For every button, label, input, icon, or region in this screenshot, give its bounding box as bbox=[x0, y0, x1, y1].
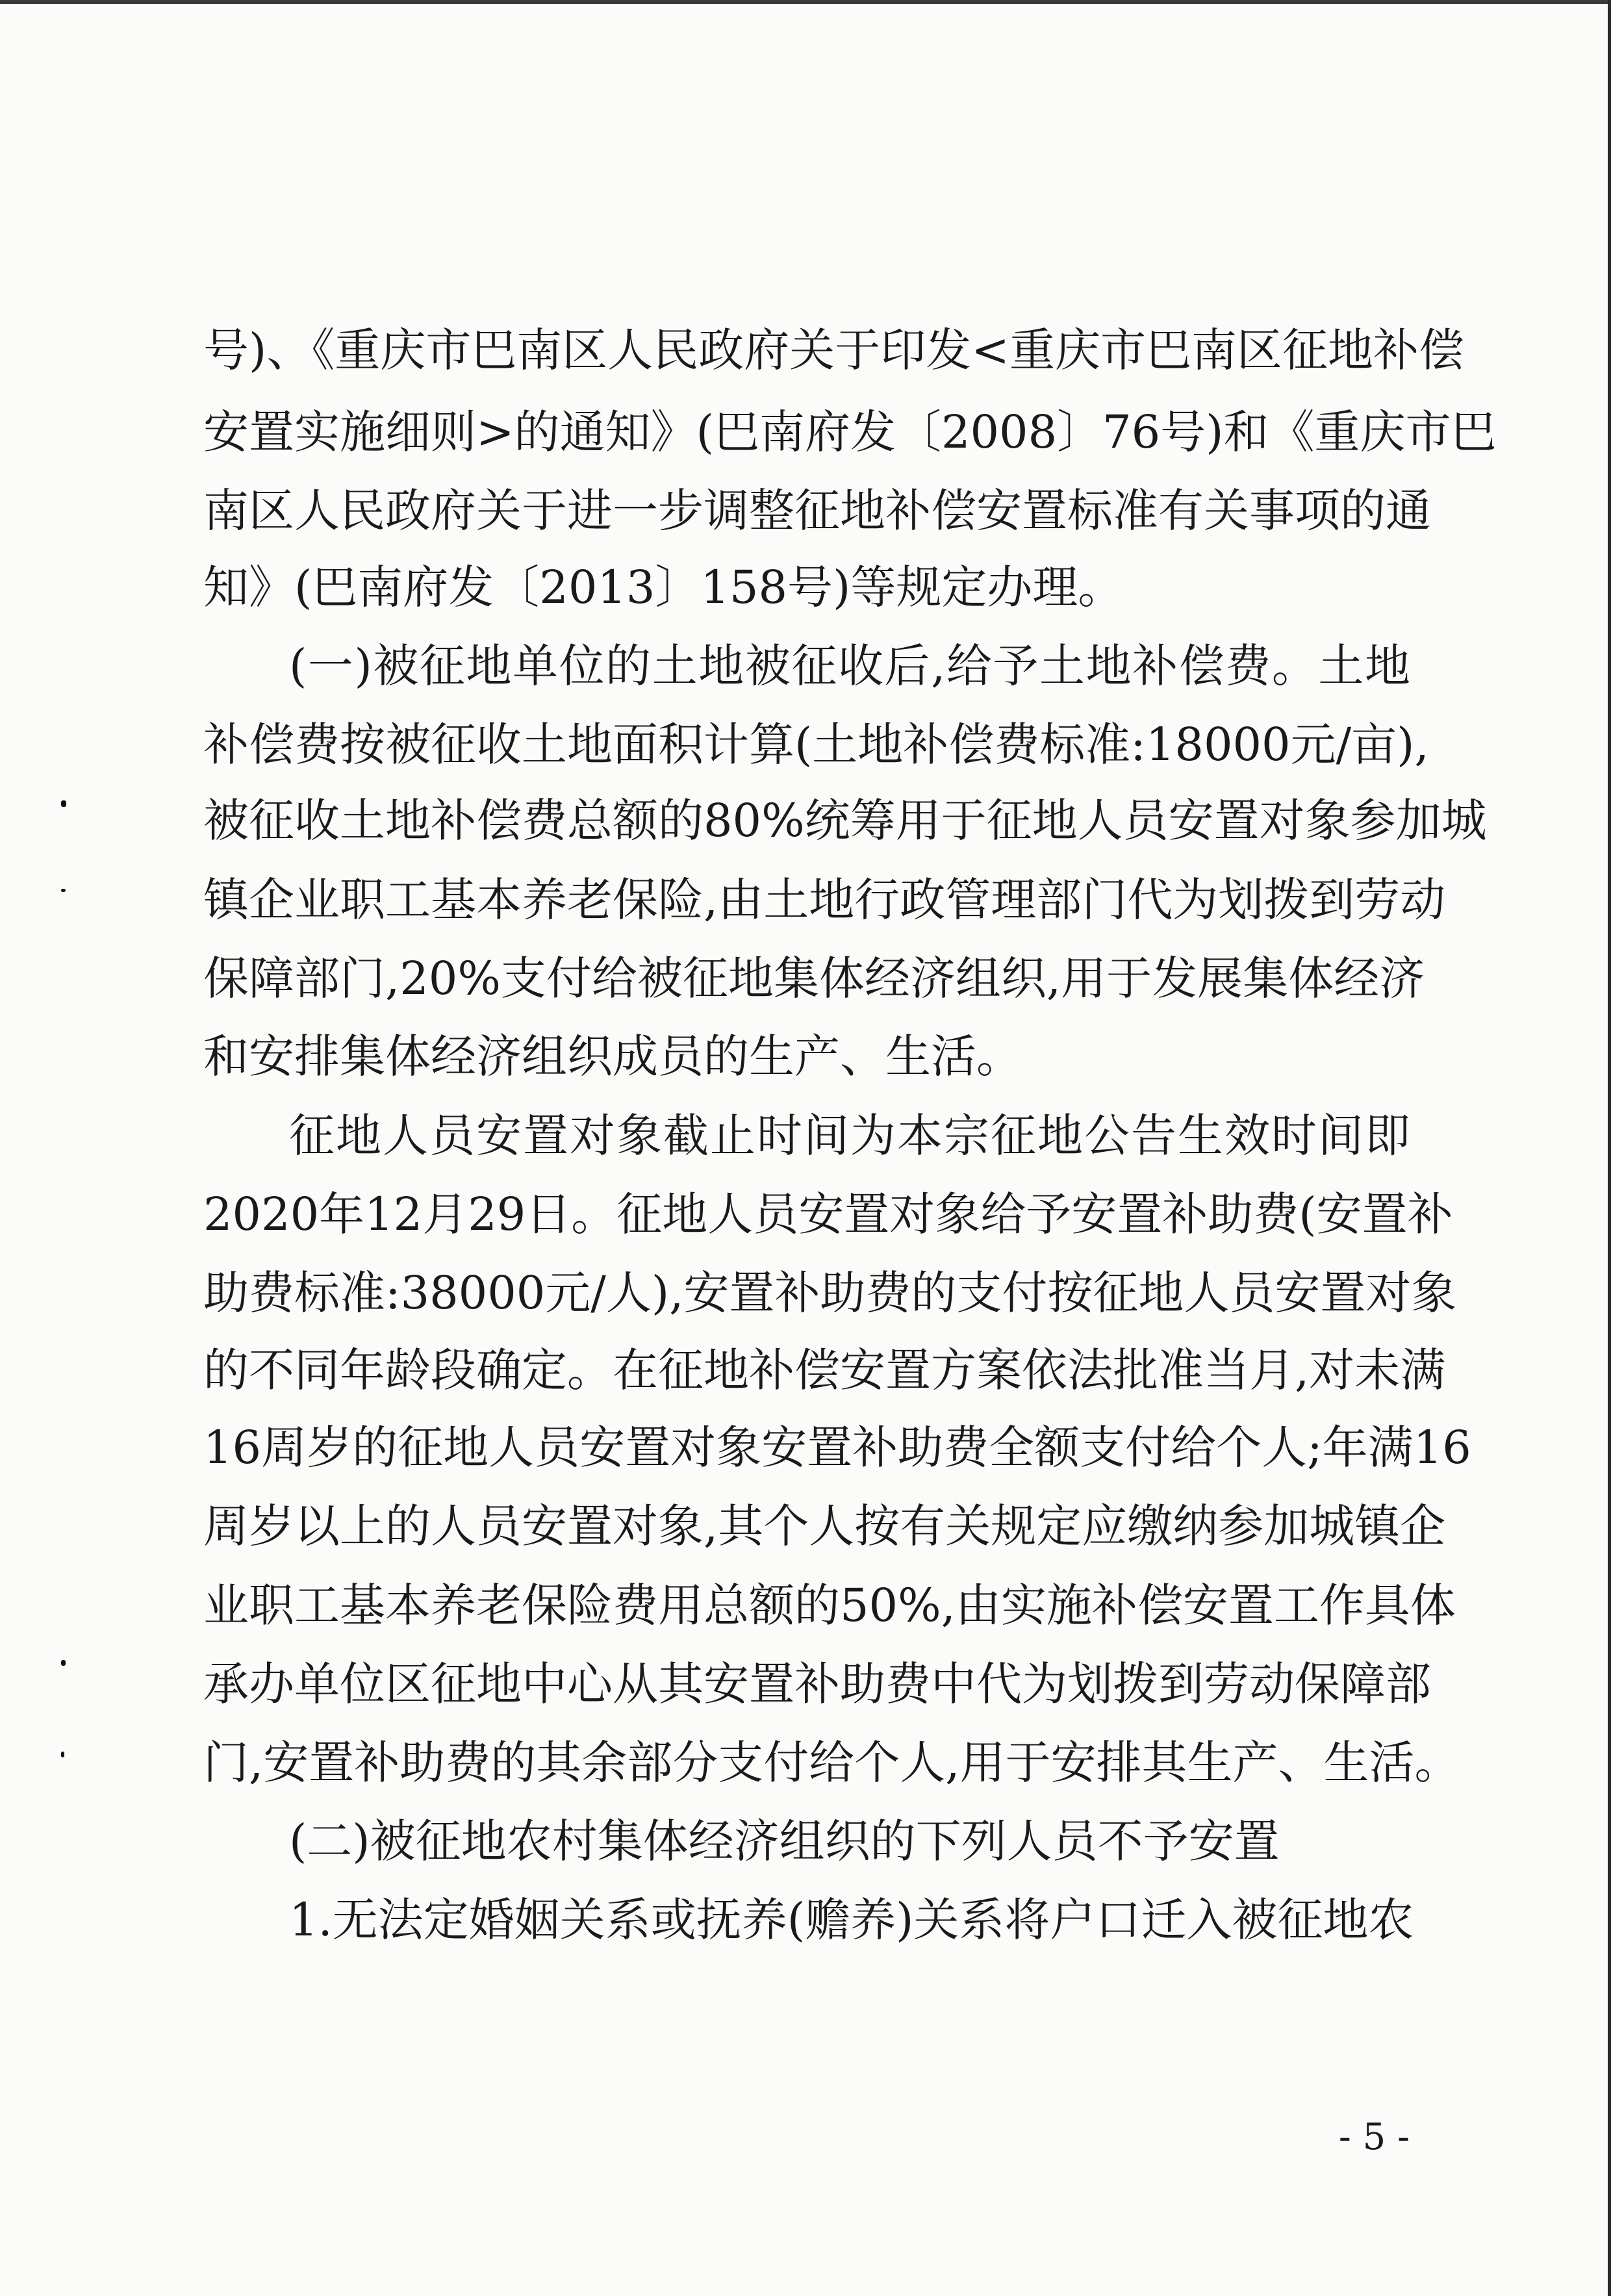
paragraph-heading-two: (二)被征地农村集体经济组织的下列人员不予安置 bbox=[289, 1815, 1280, 1868]
page-number: - 5 - bbox=[1338, 2116, 1410, 2158]
body-line: 征地人员安置对象截止时间为本宗征地公告生效时间即 bbox=[289, 1109, 1410, 1162]
body-line: 知》(巴南府发〔2013〕158号)等规定办理。 bbox=[203, 561, 1124, 614]
body-line: 1.无法定婚姻关系或抚养(赡养)关系将户口迁入被征地农 bbox=[289, 1893, 1414, 1946]
scan-mark bbox=[61, 800, 66, 807]
body-line: 被征收土地补偿费总额的80%统筹用于征地人员安置对象参加城 bbox=[203, 794, 1487, 847]
body-line: 业职工基本养老保险费用总额的50%,由实施补偿安置工作具体 bbox=[203, 1579, 1456, 1632]
body-line: 承办单位区征地中心从其安置补助费中代为划拨到劳动保障部 bbox=[203, 1657, 1431, 1711]
body-line: 补偿费按被征收土地面积计算(土地补偿费标准:18000元/亩), bbox=[203, 718, 1429, 771]
body-line: 号)、《重庆市巴南区人民政府关于印发<重庆市巴南区征地补偿 bbox=[203, 324, 1464, 377]
body-line: 南区人民政府关于进一步调整征地补偿安置标准有关事项的通 bbox=[203, 484, 1431, 537]
body-line: 16周岁的征地人员安置对象安置补助费全额支付给个人;年满16 bbox=[203, 1421, 1471, 1474]
scan-mark bbox=[61, 1752, 64, 1757]
scan-mark bbox=[61, 1660, 66, 1666]
body-line: 助费标准:38000元/人),安置补助费的支付按征地人员安置对象 bbox=[203, 1266, 1457, 1320]
body-line: 安置实施细则>的通知》(巴南府发〔2008〕76号)和《重庆市巴 bbox=[203, 405, 1497, 459]
body-line: 保障部门,20%支付给被征地集体经济组织,用于发展集体经济 bbox=[203, 952, 1425, 1005]
body-line: 和安排集体经济组织成员的生产、生活。 bbox=[203, 1030, 1022, 1083]
scan-border-top bbox=[0, 0, 1611, 4]
scan-border-right bbox=[1608, 0, 1611, 2296]
paragraph-heading-one: (一)被征地单位的土地被征收后,给予土地补偿费。土地 bbox=[289, 639, 1410, 693]
body-line: 镇企业职工基本养老保险,由土地行政管理部门代为划拨到劳动 bbox=[203, 873, 1446, 926]
body-line: 门,安置补助费的其余部分支付给个人,用于安排其生产、生活。 bbox=[203, 1736, 1460, 1789]
body-line: 周岁以上的人员安置对象,其个人按有关规定应缴纳参加城镇企 bbox=[203, 1499, 1446, 1553]
body-line: 2020年12月29日。征地人员安置对象给予安置补助费(安置补 bbox=[203, 1188, 1453, 1241]
scan-mark bbox=[61, 889, 66, 892]
body-line: 的不同年龄段确定。在征地补偿安置方案依法批准当月,对未满 bbox=[203, 1344, 1446, 1397]
